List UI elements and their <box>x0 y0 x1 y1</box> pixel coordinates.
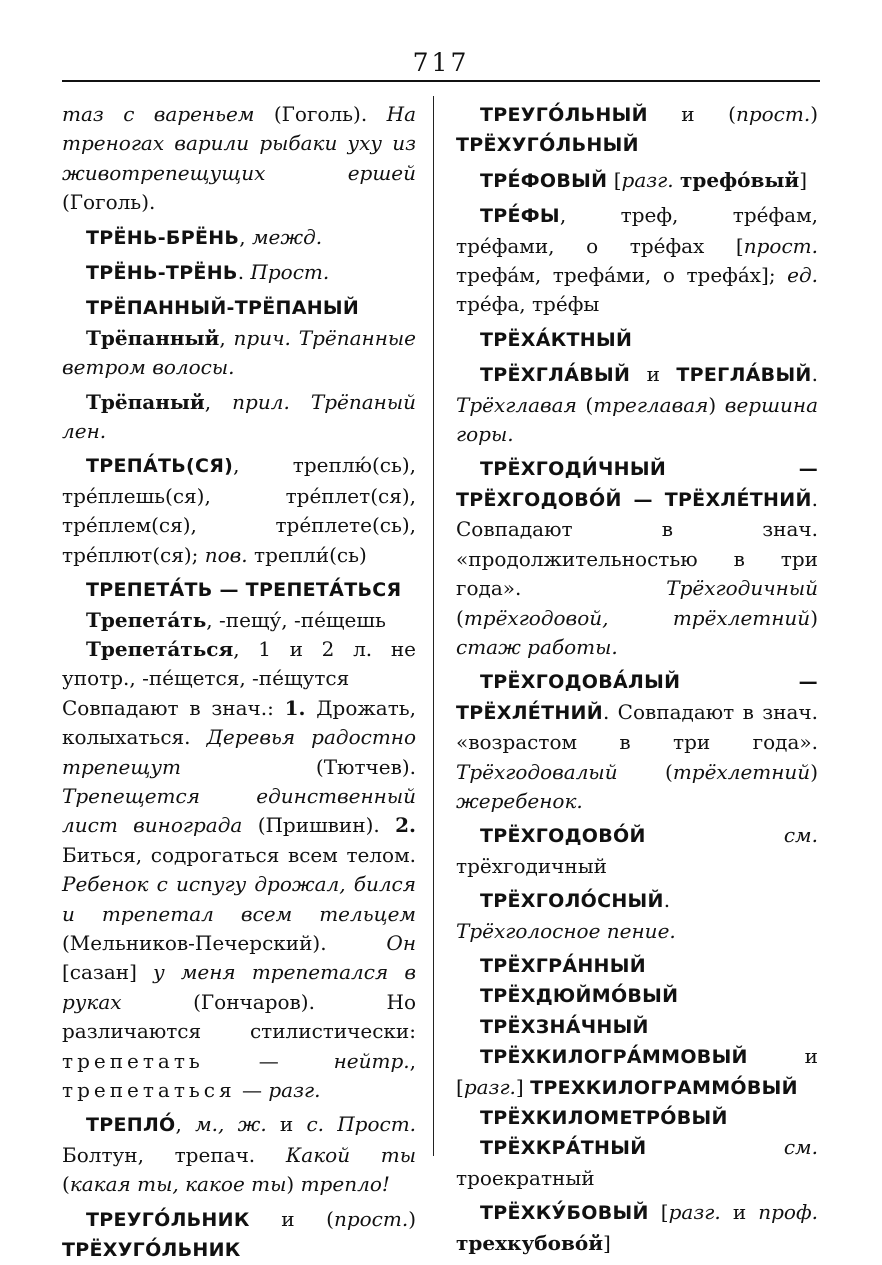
entry-text: ) <box>286 1172 301 1197</box>
entry-text: (Гончаров). Но различаются стилистически: <box>62 989 416 1044</box>
dictionary-entry <box>456 1012 818 1042</box>
entry-text: трёхгодовой, трёхлетний <box>463 605 811 630</box>
entry-text: Трёхголосное пение. <box>456 918 676 943</box>
entry-text: Трепещется единственный лист винограда <box>62 783 416 838</box>
headword: ТРЁПАННЫЙ-ТРЁПАНЫЙ <box>86 297 360 320</box>
entry-text: Он <box>386 930 416 955</box>
entry-text: трёхгодичный <box>456 853 607 878</box>
entry-text: — <box>235 1078 269 1102</box>
dictionary-entry <box>456 360 818 449</box>
left-column <box>62 100 416 1265</box>
headword: ТРЁХГОДОВО́Й <box>480 825 646 848</box>
entry-text: прост. <box>743 233 818 258</box>
dictionary-entry <box>62 575 416 605</box>
dictionary-entry <box>62 606 416 635</box>
entry-text: см. <box>783 1135 818 1160</box>
headword: ТРЁНЬ-БРЁНЬ <box>86 226 240 249</box>
entry-text: жеребенок. <box>456 788 583 813</box>
headword: ТРЁНЬ-ТРЁНЬ <box>86 262 238 285</box>
headword: ТРЕПЕТА́ТЬ — ТРЕПЕТА́ТЬСЯ <box>86 579 402 602</box>
entry-text: трепетать <box>62 1048 204 1073</box>
entry-text: троекратный <box>456 1165 595 1190</box>
dictionary-entry <box>62 100 416 218</box>
entry-text: ( <box>665 759 673 784</box>
entry-text: Трёпанный <box>86 325 220 350</box>
headword: ТРЁХЗНА́ЧНЫЙ <box>480 1015 649 1038</box>
entry-text: . Совпадают в знач. «продолжительностью в три года». <box>456 486 818 601</box>
entry-text: и <box>630 362 677 387</box>
entry-text: , треплю́(сь), тре́плешь(ся), тре́плет(ся), тре́плем(ся), тре́плете(сь), тре́плют(ся); <box>62 453 416 567</box>
dictionary-entry <box>456 951 818 981</box>
headword: ТРЕУГО́ЛЬНЫЙ <box>480 104 648 126</box>
dictionary-entry <box>456 981 818 1011</box>
headword: ТРЕХКИЛОГРАММО́ВЫЙ <box>530 1076 798 1099</box>
entry-text: Совпадают в знач.: <box>62 695 285 720</box>
entry-text: трефа́м, трефа́ми, о трефа́х]; <box>456 263 788 288</box>
headword: ТРЕПА́ТЬ(СЯ) <box>86 455 234 478</box>
dictionary-entry <box>62 293 416 323</box>
entry-text: трехкубово́й <box>456 1230 604 1255</box>
entry-text: ( <box>62 1172 70 1197</box>
headword: ТРЁХА́КТНЫЙ <box>480 328 633 351</box>
entry-text: ] <box>603 1230 611 1255</box>
entry-text: разг. <box>621 167 674 192</box>
entry-text: трёхлетний <box>672 759 811 784</box>
entry-text: Трёхгодичный <box>666 576 818 601</box>
entry-text: трепли́(сь) <box>247 542 367 567</box>
dictionary-entry <box>62 1205 416 1265</box>
entry-text: нейтр. <box>333 1048 410 1073</box>
dictionary-entry <box>62 1110 416 1199</box>
headword: ТРЁХГЛА́ВЫЙ <box>480 364 631 387</box>
entry-text: ( <box>585 392 594 417</box>
dictionary-entry <box>62 388 416 447</box>
entry-text: , <box>409 1048 416 1073</box>
dictionary-entry <box>62 324 416 383</box>
entry-text: , -пещу́, -пе́щешь <box>206 607 386 632</box>
entry-text: Ребенок с испугу дрожал, бился и трепетал всем тельцем <box>62 872 416 926</box>
entry-text: , <box>239 224 252 249</box>
entry-text: Трёпаный <box>86 389 205 414</box>
headword: ТРЁХКИЛОГРА́ММОВЫЙ <box>480 1046 748 1069</box>
headword: ТРЁХГОДИ́ЧНЫЙ — ТРЁХГОДОВО́Й — ТРЁХЛЕ́ТНИЙ <box>456 458 818 511</box>
entry-text: Трепета́ть <box>86 607 207 632</box>
entry-text: Трёхглавая <box>456 392 586 417</box>
entry-text: Трепета́ться <box>86 636 234 661</box>
column-divider <box>433 96 434 1156</box>
entry-text: ) <box>810 759 818 784</box>
entry-text: Дрожать, колыхаться. <box>62 695 416 750</box>
entry-text: прич. Трёпанные ветром волосы. <box>62 325 416 380</box>
entry-text: и [ <box>456 1044 818 1099</box>
headword: ТРЁХУГО́ЛЬНИК <box>62 1239 241 1262</box>
entry-text: прил. Трёпаный лен. <box>62 389 417 444</box>
headword: ТРЕ́ФЫ <box>480 205 560 228</box>
entry-text: прост. <box>333 1206 409 1231</box>
entry-text: и <box>266 1112 307 1137</box>
entry-text: пов. <box>204 542 248 567</box>
dictionary-entry <box>456 325 818 355</box>
entry-text: и ( <box>647 102 736 126</box>
entry-text: прост. <box>735 102 811 126</box>
dictionary-entry <box>456 201 818 320</box>
dictionary-entry <box>62 223 416 253</box>
entry-text: и <box>720 1200 759 1225</box>
entry-text: (Гоголь). <box>62 190 156 215</box>
dictionary-entry <box>456 100 818 161</box>
entry-text: Какой ты <box>285 1142 416 1167</box>
entry-text: трепетаться <box>62 1078 236 1102</box>
entry-text <box>646 1135 783 1159</box>
entry-text: Трёхгодовалый <box>456 759 666 784</box>
dictionary-entry <box>456 1198 818 1258</box>
entry-text: , <box>219 325 234 350</box>
entry-text: с. Прост. <box>306 1112 417 1137</box>
dictionary-entry <box>456 454 818 662</box>
page-number: 717 <box>412 48 470 77</box>
entry-text: ед. <box>787 263 818 288</box>
entry-text: , 1 и 2 л. не употр., -пе́щется, -пе́щутся <box>62 636 416 691</box>
entry-text: треглавая <box>593 392 709 417</box>
entry-text: . <box>663 888 671 913</box>
headword: ТРЁХГРА́ННЫЙ <box>480 954 646 977</box>
entry-text: м., ж. <box>195 1112 267 1137</box>
dictionary-entry <box>456 821 818 881</box>
dictionary-entry <box>62 258 416 288</box>
headword: ТРЕГЛА́ВЫЙ <box>676 364 812 387</box>
entry-text: трефо́вый <box>679 167 800 192</box>
entry-text: межд. <box>251 224 323 249</box>
entry-text: ] <box>799 167 808 192</box>
entry-text: . <box>811 362 818 387</box>
dictionary-entry <box>456 1103 818 1133</box>
entry-text: (Гоголь). <box>273 102 387 126</box>
entry-text: (Пришвин). <box>257 813 396 838</box>
dictionary-entry <box>62 635 416 694</box>
entry-text: проф. <box>758 1200 818 1225</box>
entry-text: [сазан] <box>62 960 154 985</box>
headword: ТРЁХКРА́ТНЫЙ <box>480 1137 647 1160</box>
entry-text: ( <box>456 605 464 630</box>
entry-text: (Мельников-Печерский). <box>62 930 387 955</box>
entry-text: вершина горы. <box>456 392 818 447</box>
entry-text: Биться, содрогаться всем телом. <box>62 842 416 867</box>
entry-text: ) <box>810 102 818 126</box>
entry-text: Прост. <box>250 260 330 285</box>
headword: ТРЁХКУ́БОВЫЙ <box>480 1202 649 1225</box>
entry-text: у меня трепетался в руках <box>62 960 416 1014</box>
headword: ТРЁХКИЛОМЕТРО́ВЫЙ <box>480 1107 728 1129</box>
headword: ТРЁХГОДОВА́ЛЫЙ — ТРЁХЛЕ́ТНИЙ <box>456 671 818 724</box>
headword: ТРЕ́ФОВЫЙ <box>480 169 608 192</box>
entry-text: разг. <box>668 1200 721 1225</box>
entry-text: разг. <box>463 1074 516 1099</box>
entry-text: таз с вареньем <box>62 102 274 126</box>
entry-text: Деревья радостно трепещут <box>62 725 417 779</box>
header-rule <box>62 80 820 82</box>
entry-text: разг. <box>268 1078 321 1102</box>
entry-text: 2. <box>395 813 416 838</box>
entry-text: , <box>204 389 233 414</box>
entry-text: [ <box>607 167 622 192</box>
entry-text: . <box>237 260 251 285</box>
headword: ТРЁХГОЛО́СНЫЙ <box>480 890 664 913</box>
entry-text: 1. <box>284 695 306 720</box>
right-column <box>456 100 818 1258</box>
entry-text: см. <box>783 823 818 848</box>
entry-text: ) <box>810 605 818 630</box>
entry-text: ) <box>408 1206 416 1231</box>
headword: ТРЕПЛО́ <box>86 1114 176 1137</box>
entry-text: [ <box>648 1200 669 1225</box>
dictionary-entry <box>456 166 818 196</box>
headword: ТРЁХУГО́ЛЬНЫЙ <box>456 134 639 157</box>
dictionary-entry <box>62 451 416 570</box>
entry-text: стаж работы. <box>456 634 618 659</box>
entry-text: трепло! <box>300 1172 390 1197</box>
entry-text: , <box>175 1112 196 1137</box>
entry-text: ] <box>515 1074 531 1099</box>
dictionary-entry <box>456 1042 818 1103</box>
entry-text: какая ты, какое ты <box>69 1172 287 1197</box>
dictionary-entry <box>456 886 818 946</box>
headword: ТРЁХДЮЙМО́ВЫЙ <box>480 985 679 1008</box>
headword: ТРЕУГО́ЛЬНИК <box>86 1208 250 1231</box>
dictionary-entry <box>62 694 416 1106</box>
entry-text: , треф, тре́фам, тре́фами, о тре́фах [ <box>456 203 818 258</box>
entry-text: и ( <box>249 1206 334 1231</box>
entry-text: (Тютчев). <box>315 754 416 779</box>
dictionary-entry <box>456 667 818 816</box>
dictionary-entry <box>456 1133 818 1193</box>
entry-text: Болтун, трепач. <box>62 1142 286 1167</box>
entry-text <box>646 823 784 847</box>
entry-text: На треногах варили рыбаки уху из животрепещущих ершей <box>62 102 416 185</box>
entry-text: — <box>203 1048 334 1073</box>
entry-text: тре́фа, тре́фы <box>456 292 600 317</box>
entry-text: . Совпадают в знач. «возрастом в три года». <box>456 699 818 755</box>
entry-text: ) <box>708 392 725 417</box>
